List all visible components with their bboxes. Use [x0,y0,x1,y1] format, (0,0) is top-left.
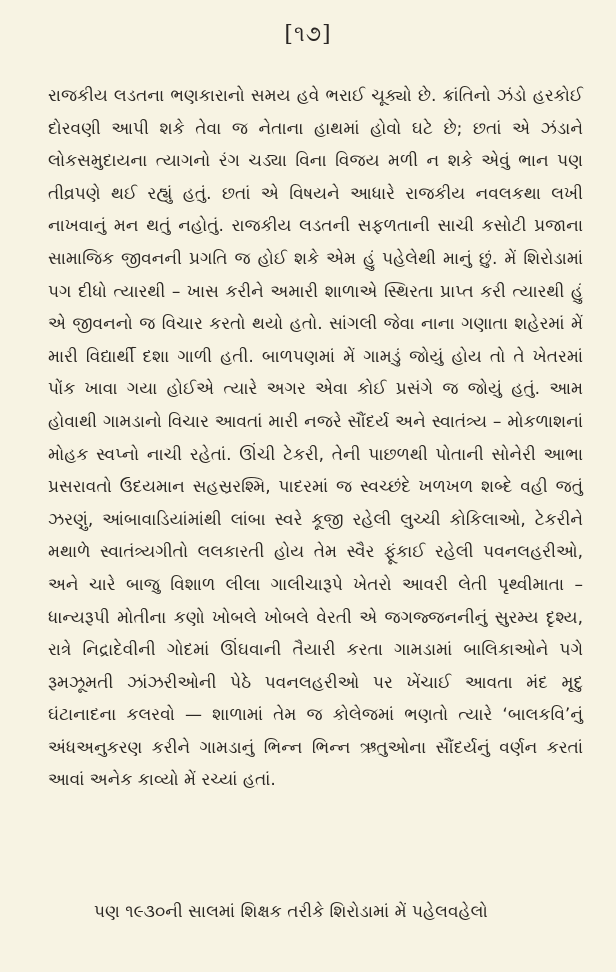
page-number: [૧૭] [284,22,332,47]
body-paragraph: રાજકીય લડતના ભણકારાનો સમય હવે ભરાઈ ચૂક્યો છે. ક્રાંતિનો ઝંડો હરકોઈ દોરવણી આપી શકે તેવા જ નેતાના હાથમાં હોવો ઘટે છે; છતાં એ ઝંડાને લોકસમુદાયના ત્યાગનો રંગ ચડ્યા વિના વિજય મળી ન શકે એવું ભાન પણ તીવ્રપણે થઈ રહ્યું હતું. છતાં એ વિષયને આધારે રાજકીય નવલકથા લખી નાખવાનું મન થતું નહોતું. રાજકીય લડતની સફળતાની સાચી કસોટી પ્રજાના સામાજિક જીવનની પ્રગતિ જ હોઈ શકે એમ હું પહેલેથી માનું છું. મેં શિરોડામાં પગ દીધો ત્યારથી – ખાસ કરીને અમારી શાળાએ સ્થિરતા પ્રાપ્ત કરી ત્યારથી હું એ જીવનનો જ વિચાર કરતો થયો હતો. સાંગલી જેવા નાના ગણાતા શહેરમાં મેં મારી વિદ્યાર્થી દશા ગાળી હતી. બાળપણમાં મેં ગામડું જોયું હોય તો તે ખેતરમાં પોંક ખાવા ગયા હોઈએ ત્યારે અગર એવા કોઈ પ્રસંગે જ જોયું હતું. આમ હોવાથી ગામડાનો વિચાર આવતાં મારી નજરે સૌંદર્ય અને સ્વાતંત્ર્ય – મોકળાશનાં મોહક સ્વપ્નો નાચી રહેતાં. ઊંચી ટેકરી, તેની પાછળથી પોતાની સોનેરી આભા પ્રસરાવતો ઉદયમાન સહસ્રરશ્મિ, પાદરમાં જ સ્વચ્છંદે ખળખળ શબ્દે વહી જતું ઝરણું, આંબાવાડિયાંમાંથી લાંબા સ્વરે કૂજી રહેલી લુચ્ચી કોકિલાઓ, ટેકરીને મથાળે સ્વાતંત્ર્યગીતો લલકારતી હોય તેમ સ્વૈર ફૂંકાઈ રહેલી પવનલહરીઓ, અને ચારે બાજુ વિશાળ લીલા ગાલીચારૂપે ખેતરો આવરી લેતી પૃથ્વીમાતા – ધાન્યરૂપી મોતીના કણો ખોબલે ખોબલે વેરતી એ જગજ્જનનીનું સુરમ્ય દૃશ્ય, રાત્રે નિદ્રાદેવીની ગોદમાં ઊંઘવાની તૈયારી કરતા ગામડામાં બાલિકાઓને પગે રૂમઝૂમતી ઝાંઝરીઓની પેઠે પવનલહરીઓ પર ખેંચાઈ આવતા મંદ મૃદુ ઘંટાનાદના કલરવો — શાળામાં તેમ જ કોલેજમાં ભણતો ત્યારે ‘બાલકવિ’નું અંધઅનુકરણ કરીને ગામડાનું ભિન્ન ભિન્ન ઋતુઓના સૌંદર્યનું વર્ણન કરતાં આવાં અનેક કાવ્યો મેં રચ્યાં હતાં. [48,86,583,791]
body-paragraph-continued: પણ ૧૯૩૦ની સાલમાં શિક્ષક તરીકે શિરોડામાં મેં પહેલવહેલો [94,902,488,922]
